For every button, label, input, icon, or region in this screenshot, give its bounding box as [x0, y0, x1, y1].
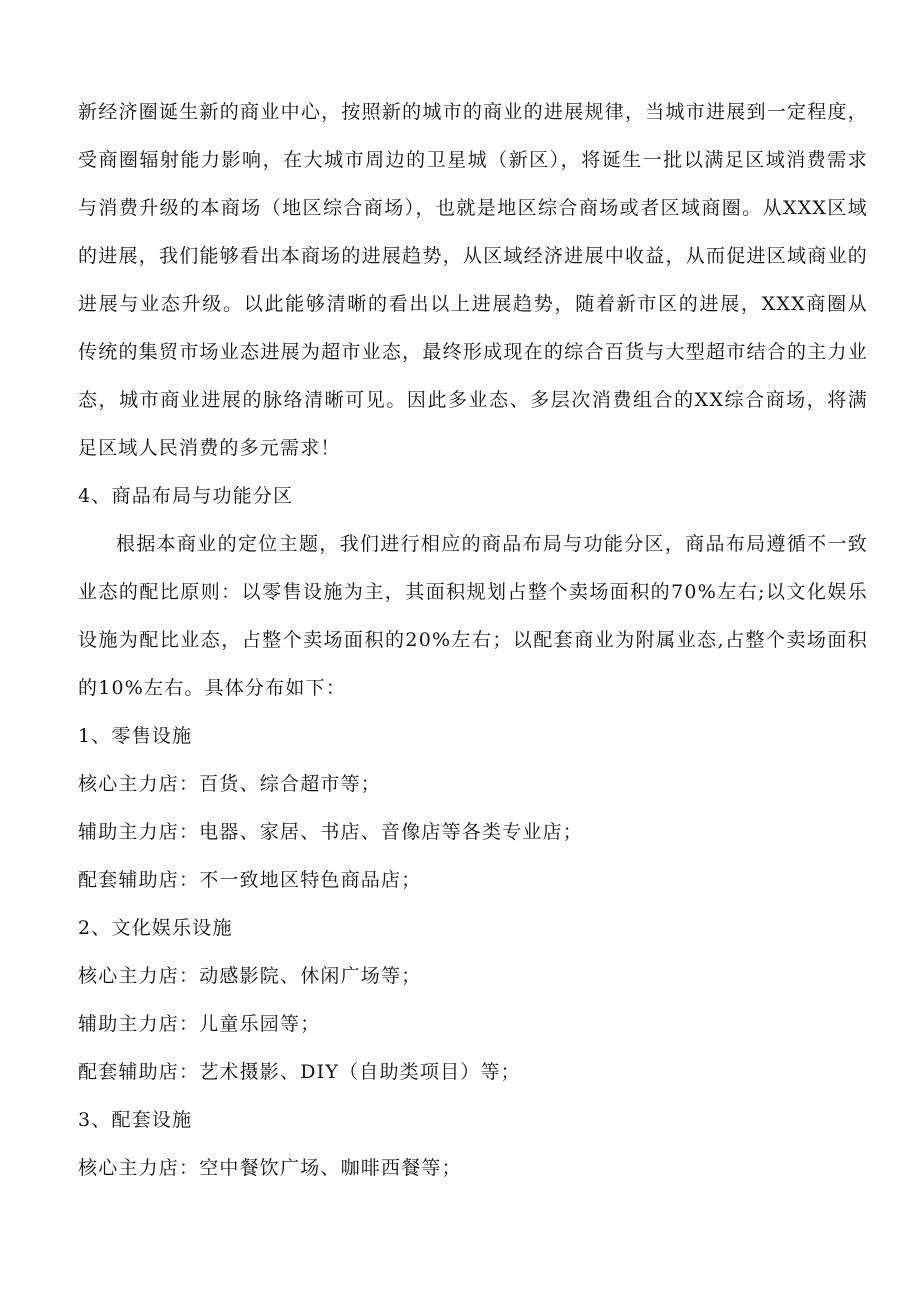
- entertainment-core-store: 核心主力店：动感影院、休闲广场等；: [78, 965, 422, 987]
- entertainment-auxiliary-store: 辅助主力店：儿童乐园等；: [78, 1013, 321, 1035]
- retail-auxiliary-store: 辅助主力店：电器、家居、书店、音像店等各类专业店；: [78, 821, 584, 843]
- subheading-retail: 1、零售设施: [78, 725, 193, 747]
- retail-supporting-store: 配套辅助店：不一致地区特色商品店；: [78, 869, 422, 891]
- paragraph-intro: 新经济圈诞生新的商业中心，按照新的城市的商业的进展规律，当城市进展到一定程度，受商圈辐射能力影响，在大城市周边的卫星城（新区），将诞生一批以满足区域消费需求与消费升级的本商场（地区综合商场），也就是地区综合商场或者区域商圈。从XXX区域的进展，我们能够看出本商场的进展趋势，从区域经济进展中收益，从而促进区域商业的进展与业态升级。以此能够清晰的看出以上进展趋势，随着新市区的进展，XXX商圈从传统的集贸市场业态进展为超市业态，最终形成现在的综合百货与大型超市结合的主力业态，城市商业进展的脉络清晰可见。因此多业态、多层次消费组合的XX综合商场，将满足区域人民消费的多元需求！: [78, 101, 868, 459]
- support-facilities-core-store: 核心主力店：空中餐饮广场、咖啡西餐等；: [78, 1157, 462, 1179]
- section-heading-layout: 4、商品布局与功能分区: [78, 485, 294, 507]
- retail-core-store: 核心主力店：百货、综合超市等；: [78, 773, 382, 795]
- subheading-support-facilities: 3、配套设施: [78, 1109, 193, 1131]
- paragraph-layout: 根据本商业的定位主题，我们进行相应的商品布局与功能分区，商品布局遵循不一致业态的配比原则：以零售设施为主，其面积规划占整个卖场面积的70%左右;以文化娱乐设施为配比业态，占整个卖场面积的20%左右；以配套商业为附属业态,占整个卖场面积的10%左右。具体分布如下：: [78, 533, 868, 699]
- entertainment-supporting-store: 配套辅助店：艺术摄影、DIY（自助类项目）等；: [78, 1061, 521, 1083]
- subheading-entertainment: 2、文化娱乐设施: [78, 917, 233, 939]
